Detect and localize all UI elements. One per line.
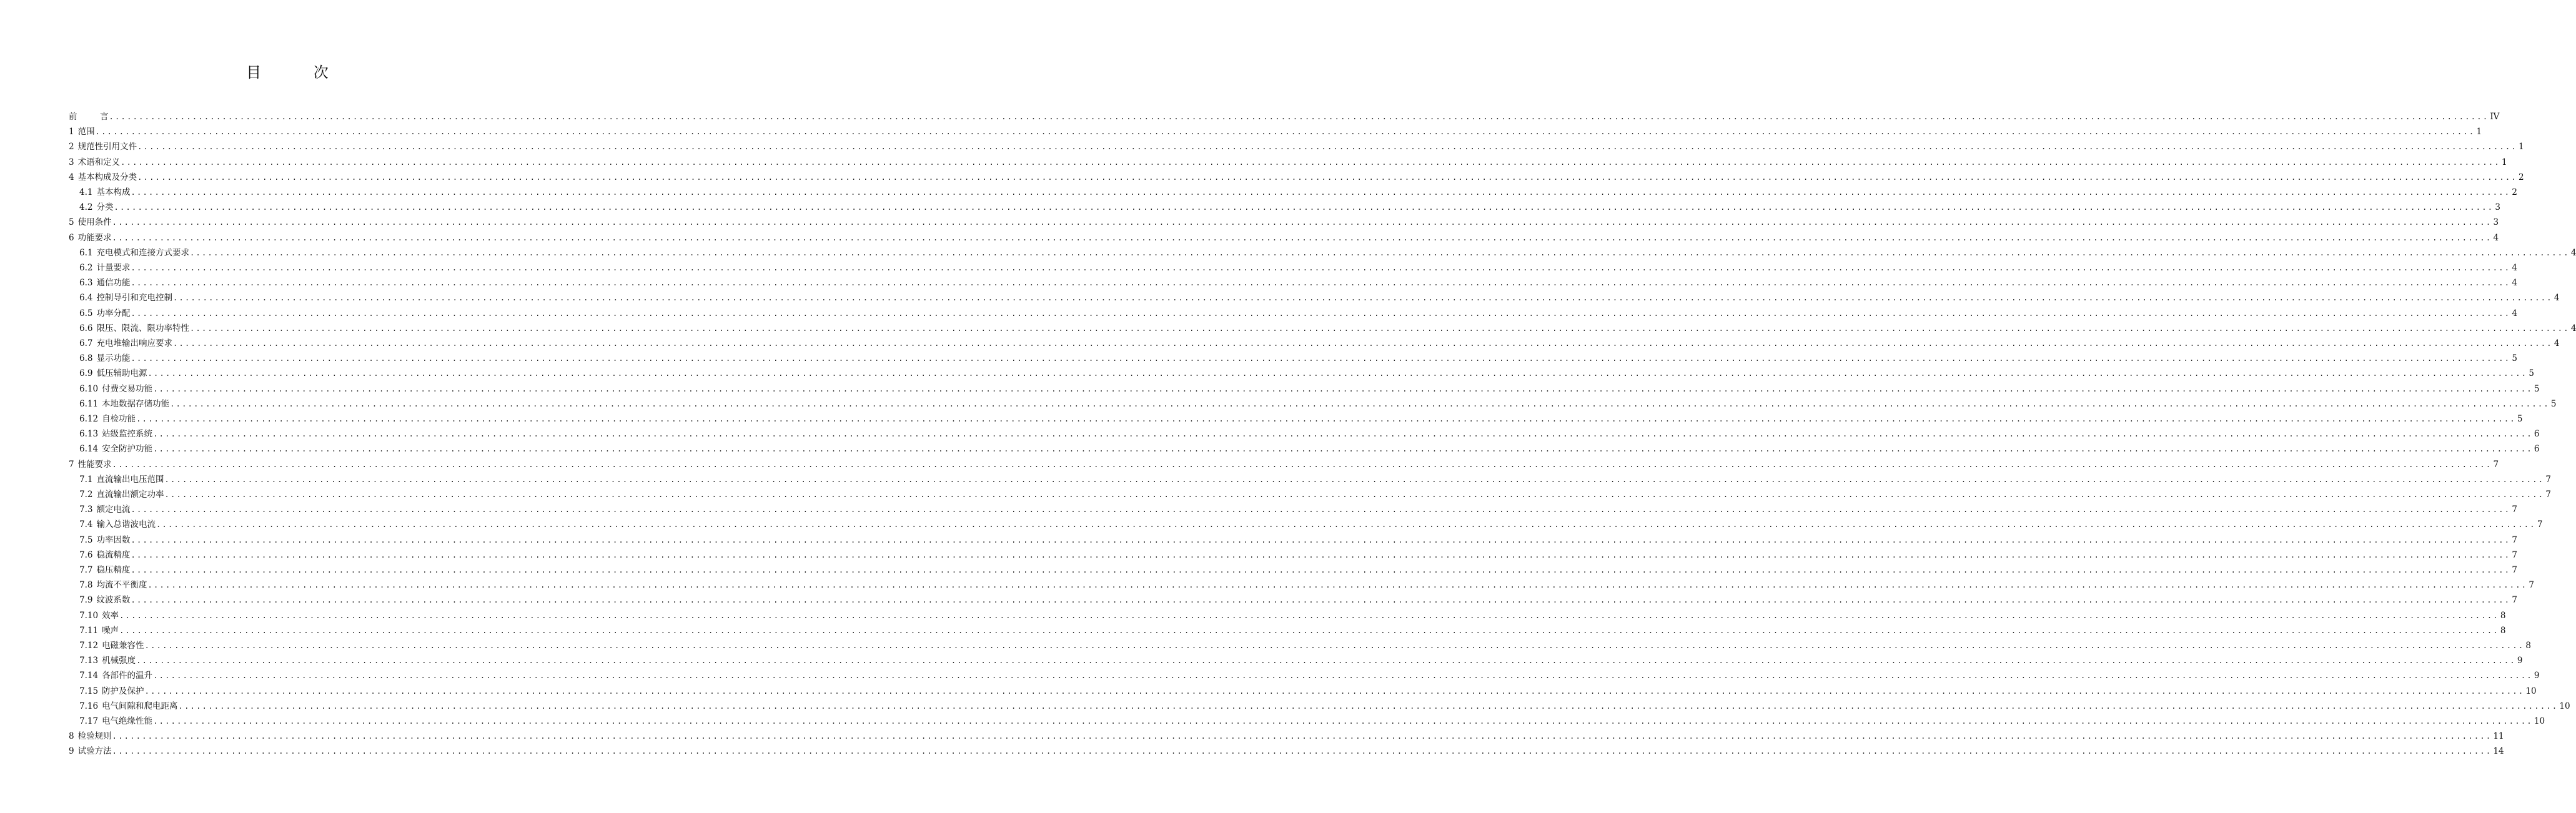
toc-entry-number: 4.1 [79, 187, 93, 197]
toc-page-number: 7 [2529, 580, 2534, 591]
toc-entry[interactable] [69, 153, 2507, 168]
toc-entry-number: 6.14 [79, 444, 99, 455]
toc-page-number: 14 [2493, 746, 2504, 757]
toc-leader-dots: ................................................................................................................................................................................................................................................................................................................................................................................................................ [112, 218, 2492, 227]
toc-page-number: 4 [2570, 247, 2576, 258]
toc-page-number: 5 [2512, 353, 2517, 364]
toc-entry[interactable] [69, 455, 2499, 470]
toc-entry-label [69, 232, 112, 244]
toc-entry-text: 直流输出额定功率 [96, 490, 164, 500]
toc-entry-text: 计量要求 [96, 263, 131, 273]
toc-leader-dots: ................................................................................................................................................................................................................................................................................................................................................................................................................ [153, 430, 2533, 439]
toc-entry[interactable] [79, 606, 2506, 621]
toc-entry[interactable] [79, 410, 2523, 425]
toc-entry-text: 性能要求 [77, 459, 112, 470]
toc-page-number: 2 [2518, 172, 2524, 182]
toc-entry-text: 检验规则 [77, 731, 112, 742]
toc-entry[interactable] [79, 198, 2500, 213]
toc-entry[interactable] [79, 485, 2551, 500]
toc-page-number: 8 [2500, 610, 2506, 621]
toc-leader-dots: ................................................................................................................................................................................................................................................................................................................................................................................................................ [131, 188, 2511, 197]
toc-page-number: 1 [2518, 142, 2524, 152]
toc-entry[interactable] [79, 561, 2517, 576]
toc-entry-text: 直流输出电压范围 [96, 474, 164, 485]
toc-entry[interactable] [79, 470, 2551, 485]
toc-leader-dots: ................................................................................................................................................................................................................................................................................................................................................................................................................ [153, 671, 2533, 681]
toc-entry-label [79, 338, 173, 349]
toc-entry-number: 5 [69, 217, 74, 228]
toc-entry-number: 7.17 [79, 716, 99, 726]
toc-leader-dots: ................................................................................................................................................................................................................................................................................................................................................................................................................ [131, 596, 2511, 605]
toc-entry[interactable] [79, 319, 2576, 334]
toc-leader-dots: ................................................................................................................................................................................................................................................................................................................................................................................................................ [164, 490, 2545, 499]
toc-entry-text: 效率 [102, 610, 119, 621]
toc-page-number: 4 [2493, 232, 2499, 243]
toc-entry-number: 6.6 [79, 323, 93, 333]
toc-entry-number: 7.11 [79, 625, 99, 636]
toc-entry-text: 防护及保护 [102, 686, 144, 696]
toc-entry[interactable] [79, 531, 2517, 546]
toc-leader-dots: ................................................................................................................................................................................................................................................................................................................................................................................................................ [144, 641, 2525, 650]
toc-entry-text: 基本构成 [96, 187, 131, 197]
toc-entry-text: 言 [100, 112, 109, 122]
toc-entry[interactable] [79, 183, 2517, 198]
toc-leader-dots: ................................................................................................................................................................................................................................................................................................................................................................................................................ [189, 248, 2570, 257]
toc-leader-dots: ................................................................................................................................................................................................................................................................................................................................................................................................................ [112, 460, 2492, 469]
toc-entry-number: 6.9 [79, 368, 93, 379]
toc-entry-label [79, 383, 153, 395]
toc-entry[interactable] [79, 395, 2557, 410]
toc-page-number: 3 [2495, 202, 2500, 213]
toc-leader-dots: ................................................................................................................................................................................................................................................................................................................................................................................................................ [131, 264, 2511, 272]
toc-leader-dots: ................................................................................................................................................................................................................................................................................................................................................................................................................ [153, 445, 2533, 454]
toc-entry-label [79, 670, 153, 681]
toc-entry-label [79, 625, 119, 636]
toc-entry-text: 低压辅助电源 [96, 368, 147, 379]
toc-entry-number: 6.8 [79, 353, 93, 364]
toc-entry-number: 6.11 [79, 398, 99, 409]
toc-entry-label [79, 716, 153, 727]
toc-page-number: 8 [2525, 641, 2531, 651]
toc-entry-number: 7.13 [79, 656, 99, 666]
toc-leader-dots: ................................................................................................................................................................................................................................................................................................................................................................................................................ [119, 626, 2499, 635]
toc-entry[interactable] [79, 380, 2540, 395]
toc-entry-number: 6.5 [79, 308, 93, 318]
toc-leader-dots: ................................................................................................................................................................................................................................................................................................................................................................................................................ [172, 293, 2553, 303]
toc-entry[interactable] [79, 500, 2517, 515]
toc-page-number: 7 [2512, 535, 2517, 545]
toc-leader-dots: ................................................................................................................................................................................................................................................................................................................................................................................................................ [119, 611, 2499, 620]
toc-entry-number: 7.1 [79, 474, 93, 485]
page-title: 目 次 [246, 64, 352, 81]
toc-page-number: 6 [2534, 429, 2540, 440]
toc-entry-number: 4.2 [79, 202, 93, 213]
toc-leader-dots: ................................................................................................................................................................................................................................................................................................................................................................................................................ [189, 323, 2570, 333]
toc-entry[interactable] [79, 546, 2517, 561]
toc-entry-number: 7.14 [79, 671, 99, 681]
toc-leader-dots: ................................................................................................................................................................................................................................................................................................................................................................................................................ [147, 581, 2528, 590]
toc-entry-label [79, 247, 190, 259]
toc-entry-label [69, 217, 112, 228]
toc-entry-text: 稳压精度 [96, 565, 131, 575]
toc-leader-dots: ................................................................................................................................................................................................................................................................................................................................................................................................................ [170, 399, 2550, 408]
toc-leader-dots: ................................................................................................................................................................................................................................................................................................................................................................................................................ [131, 550, 2511, 559]
toc-page-number: 7 [2537, 520, 2543, 530]
toc-entry-label [79, 701, 179, 712]
toc-entry[interactable] [79, 712, 2545, 727]
toc-page-number: 7 [2545, 490, 2551, 500]
toc-entry-number: 7.4 [79, 520, 93, 530]
toc-entry-label [79, 535, 131, 546]
toc-entry-label [79, 564, 131, 576]
toc-entry-label [69, 172, 137, 183]
toc-page-number: 1 [2476, 127, 2482, 137]
toc-entry-label [69, 746, 112, 757]
toc-entry-number: 6.13 [79, 429, 99, 440]
toc-leader-dots: ................................................................................................................................................................................................................................................................................................................................................................................................................ [109, 112, 2489, 121]
toc-page-number: 10 [2559, 701, 2570, 711]
toc-page-number: 4 [2512, 263, 2517, 273]
toc-page-number: 10 [2525, 686, 2537, 696]
toc-entry[interactable] [69, 168, 2524, 183]
toc-entry-text: 噪声 [102, 625, 119, 636]
toc-entry-label [69, 141, 137, 152]
toc-entry-text: 功率因数 [96, 535, 131, 545]
toc-entry-text: 基本构成及分类 [77, 172, 137, 182]
toc-page-number: 7 [2545, 474, 2551, 485]
toc-leader-dots: ................................................................................................................................................................................................................................................................................................................................................................................................................ [131, 535, 2511, 544]
toc-leader-dots: ................................................................................................................................................................................................................................................................................................................................................................................................................ [131, 566, 2511, 574]
toc-entry[interactable] [79, 636, 2531, 651]
toc-entry[interactable] [69, 742, 2504, 757]
toc-entry-text: 电气间隙和爬电距离 [102, 701, 178, 711]
toc-entry-label [79, 489, 164, 500]
toc-entry-number: 6.1 [79, 247, 93, 258]
toc-page-number: 4 [2570, 323, 2576, 333]
toc-entry[interactable] [69, 727, 2504, 742]
toc-page-number: 5 [2550, 398, 2557, 409]
toc-entry-text: 均流不平衡度 [96, 580, 147, 591]
toc-entry[interactable] [79, 576, 2534, 591]
toc-page-number: 10 [2534, 716, 2545, 726]
toc-page-number: 4 [2554, 293, 2560, 303]
toc-entry-label [79, 519, 156, 530]
toc-entry-label [79, 443, 153, 455]
toc-leader-dots: ................................................................................................................................................................................................................................................................................................................................................................................................................ [153, 384, 2533, 393]
toc-entry-label [79, 187, 131, 198]
toc-leader-dots: ................................................................................................................................................................................................................................................................................................................................................................................................................ [137, 172, 2517, 182]
toc-entry-number: 6.10 [79, 383, 99, 394]
toc-entry-number: 7 [69, 459, 74, 470]
toc-page-number: 1 [2501, 157, 2507, 167]
toc-entry[interactable] [79, 304, 2517, 319]
toc-entry-number: 7.10 [79, 610, 99, 621]
toc-entry-label [69, 111, 109, 122]
toc-page-number: 11 [2493, 731, 2504, 742]
toc-entry-text: 充电模式和连接方式要求 [96, 247, 189, 258]
toc-entry[interactable] [79, 364, 2534, 379]
toc-entry-number: 7.15 [79, 686, 99, 696]
toc-entry-text: 限压、限流、限功率特性 [96, 323, 189, 333]
toc-entry-label [79, 353, 131, 364]
toc-entry-number: 7.3 [79, 505, 93, 515]
toc-entry[interactable] [79, 697, 2570, 712]
toc-entry-label [79, 504, 131, 515]
toc-entry-number: 6.4 [79, 293, 93, 303]
toc-leader-dots: ................................................................................................................................................................................................................................................................................................................................................................................................................ [112, 732, 2492, 741]
toc-entry-number: 7.5 [79, 535, 93, 545]
toc-entry-text: 电气绝缘性能 [102, 716, 153, 726]
toc-entry-number: 3 [69, 157, 74, 167]
toc-entry-label [79, 579, 147, 591]
toc-entry-text: 规范性引用文件 [77, 142, 137, 152]
toc-entry-number: 6.3 [79, 278, 93, 288]
toc-entry-label [79, 474, 164, 485]
toc-page-number: 3 [2493, 217, 2499, 228]
toc-entry-label [79, 398, 170, 410]
toc-page-number: 9 [2517, 656, 2523, 666]
toc-entry-label [79, 549, 131, 561]
toc-page-number: 7 [2512, 595, 2517, 606]
toc-page-number: 5 [2529, 368, 2534, 379]
toc-leader-dots: ................................................................................................................................................................................................................................................................................................................................................................................................................ [131, 354, 2511, 363]
toc-entry-text: 付费交易功能 [102, 383, 153, 394]
toc-leader-dots: ................................................................................................................................................................................................................................................................................................................................................................................................................ [136, 415, 2516, 423]
toc-entry[interactable] [79, 440, 2540, 455]
toc-leader-dots: ................................................................................................................................................................................................................................................................................................................................................................................................................ [131, 308, 2511, 318]
toc-leader-dots: ................................................................................................................................................................................................................................................................................................................................................................................................................ [136, 656, 2516, 666]
toc-entry-label [79, 368, 147, 379]
toc-entry-number: 8 [69, 731, 74, 742]
toc-page-number: 4 [2554, 338, 2560, 348]
toc-entry-text: 各部件的温升 [102, 671, 153, 681]
toc-entry[interactable] [69, 137, 2524, 152]
toc-entry-number: 1 [69, 127, 74, 137]
toc-leader-dots: ................................................................................................................................................................................................................................................................................................................................................................................................................ [112, 233, 2492, 242]
toc-entry-text: 显示功能 [96, 353, 131, 364]
toc-entry-text: 纹波系数 [96, 595, 131, 606]
toc-entry[interactable] [79, 288, 2560, 303]
toc-entry[interactable] [79, 591, 2517, 606]
toc-page-number: 5 [2517, 414, 2523, 424]
toc-leader-dots: ................................................................................................................................................................................................................................................................................................................................................................................................................ [178, 701, 2559, 711]
toc-entry[interactable] [79, 349, 2517, 364]
toc-entry-text: 站级监控系统 [102, 429, 153, 440]
toc-page-number: 9 [2534, 671, 2540, 681]
toc-leader-dots: ................................................................................................................................................................................................................................................................................................................................................................................................................ [147, 369, 2528, 378]
toc-page-number: IV [2490, 112, 2500, 122]
toc-entry-label [69, 731, 112, 742]
toc-leader-dots: ................................................................................................................................................................................................................................................................................................................................................................................................................ [112, 747, 2492, 756]
toc-entry-number: 4 [69, 172, 74, 182]
toc-leader-dots: ................................................................................................................................................................................................................................................................................................................................................................................................................ [131, 278, 2511, 288]
toc-entry-label [79, 640, 145, 651]
toc-entry-number: 6.7 [79, 338, 93, 348]
toc-entry-text: 充电堆输出响应要求 [96, 338, 172, 348]
toc-entry-label [79, 202, 114, 213]
toc-entry[interactable] [69, 213, 2499, 228]
toc-entry-text: 试验方法 [77, 746, 112, 757]
toc-entry-text: 通信功能 [96, 278, 131, 288]
toc-entry-label [69, 157, 121, 168]
toc-entry-label [69, 459, 112, 470]
toc-entry-text: 稳流精度 [96, 549, 131, 560]
toc-leader-dots: ................................................................................................................................................................................................................................................................................................................................................................................................................ [121, 157, 2500, 167]
toc-entry[interactable] [69, 122, 2482, 137]
toc-entry[interactable] [79, 425, 2540, 440]
toc-entry-label [69, 126, 96, 137]
toc-entry-number: 7.12 [79, 641, 99, 651]
toc-entry[interactable] [79, 273, 2517, 288]
toc-entry[interactable] [79, 334, 2560, 349]
toc-leader-dots: ................................................................................................................................................................................................................................................................................................................................................................................................................ [131, 505, 2511, 515]
toc-entry-number: 7.16 [79, 701, 99, 711]
toc-entry-label [79, 610, 119, 621]
toc-leader-dots: ................................................................................................................................................................................................................................................................................................................................................................................................................ [164, 475, 2545, 484]
toc-leader-dots: ................................................................................................................................................................................................................................................................................................................................................................................................................ [137, 142, 2517, 152]
toc-entry-number: 7.9 [79, 595, 93, 606]
toc-leader-dots: ................................................................................................................................................................................................................................................................................................................................................................................................................ [156, 520, 2536, 530]
toc-page-number: 8 [2500, 625, 2506, 636]
toc-entry[interactable] [79, 651, 2523, 666]
toc-entry-label [79, 594, 131, 606]
toc-page-number: 2 [2512, 187, 2517, 197]
toc-entry-label [79, 262, 131, 273]
toc-entry-text: 额定电流 [96, 505, 131, 515]
toc-entry-text: 功能要求 [77, 232, 112, 243]
toc-entry[interactable] [79, 682, 2537, 697]
toc-entry-text: 机械强度 [102, 656, 136, 666]
toc-entry[interactable] [79, 666, 2540, 681]
toc-entry-text: 输入总谐波电流 [96, 520, 156, 530]
toc-page-number: 4 [2512, 308, 2517, 318]
toc-entry-text: 电磁兼容性 [102, 641, 144, 651]
toc-leader-dots: ................................................................................................................................................................................................................................................................................................................................................................................................................ [95, 127, 2475, 137]
toc-entry-number: 6 [69, 232, 74, 243]
toc-entry[interactable] [79, 621, 2506, 636]
toc-entry-text: 范围 [77, 127, 95, 137]
toc-entry-label [79, 413, 136, 425]
toc-page-number: 5 [2534, 383, 2540, 394]
toc-entry-text: 控制导引和充电控制 [96, 293, 172, 303]
toc-page-number: 6 [2534, 444, 2540, 455]
toc-entry-label [79, 686, 145, 697]
toc-entry-text: 自检功能 [102, 414, 136, 424]
toc-entry[interactable] [69, 229, 2499, 244]
toc-entry-number: 9 [69, 746, 74, 757]
toc-entry-number: 7.7 [79, 565, 93, 575]
toc-entry-label [79, 323, 190, 334]
toc-page-number: 7 [2512, 565, 2517, 575]
toc-entry[interactable] [69, 107, 2500, 122]
toc-entry-label [79, 292, 173, 303]
toc-entry-label [79, 655, 136, 666]
toc-leader-dots: ................................................................................................................................................................................................................................................................................................................................................................................................................ [144, 686, 2525, 696]
toc-page-number: 7 [2512, 505, 2517, 515]
toc-entry-text: 本地数据存储功能 [102, 398, 170, 409]
toc-page-number: 7 [2512, 549, 2517, 560]
toc-entry-text: 分类 [96, 202, 114, 213]
toc-entry-number: 6.2 [79, 263, 93, 273]
toc-entry-label [79, 277, 131, 288]
toc-entry-label [79, 428, 153, 440]
toc-entry-text: 功率分配 [96, 308, 131, 318]
toc-entry-number: 前 [69, 112, 77, 122]
toc-entry-number: 2 [69, 142, 74, 152]
toc-page-number: 7 [2493, 459, 2499, 470]
toc-leader-dots: ................................................................................................................................................................................................................................................................................................................................................................................................................ [114, 203, 2494, 212]
toc-leader-dots: ................................................................................................................................................................................................................................................................................................................................................................................................................ [172, 339, 2553, 348]
toc-entry-text: 安全防护功能 [102, 444, 153, 455]
toc-entry[interactable] [79, 515, 2543, 530]
toc-entry-text: 使用条件 [77, 217, 112, 228]
toc-entry-number: 7.2 [79, 490, 93, 500]
toc-entry-number: 6.12 [79, 414, 99, 424]
toc-entry-text: 术语和定义 [77, 157, 121, 167]
toc-leader-dots: ................................................................................................................................................................................................................................................................................................................................................................................................................ [153, 717, 2533, 726]
toc-entry-label [79, 308, 131, 319]
toc-entry-number: 7.8 [79, 580, 93, 591]
toc-entry[interactable] [79, 244, 2576, 259]
toc-entry-number: 7.6 [79, 549, 93, 560]
toc-entry[interactable] [79, 259, 2517, 273]
toc-page-number: 4 [2512, 278, 2517, 288]
